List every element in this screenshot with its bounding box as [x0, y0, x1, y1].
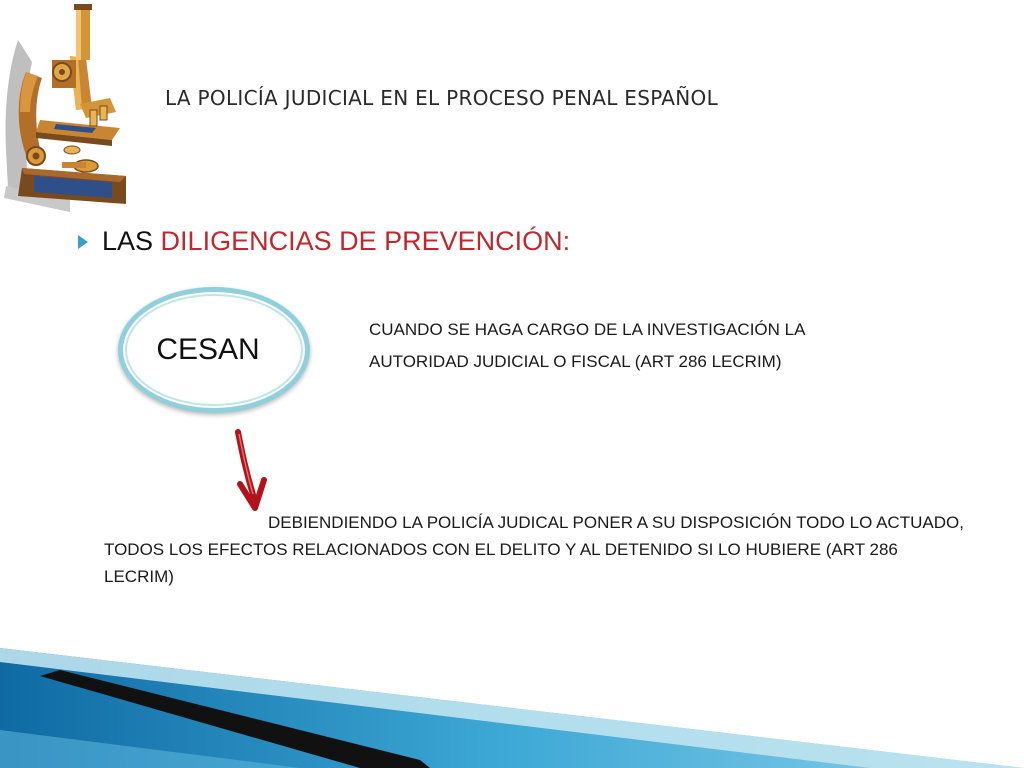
decorative-band [0, 640, 1024, 768]
slide-title: LA POLICÍA JUDICIAL EN EL PROCESO PENAL ESPAÑOL [165, 86, 719, 110]
debiendo-text: DEBIENDIENDO LA POLICÍA JUDICAL PONER A SU DISPOSICIÓN TODO LO ACTUADO, TODOS LOS EFECTOS RELACIONADOS CON EL DELITO Y AL DETENIDO SI LO HUBIERE (ART 286 LECRIM) [104, 513, 964, 586]
bullet-prefix: LAS [102, 226, 161, 256]
bullet-highlight: DILIGENCIAS DE PREVENCIÓN: [160, 226, 571, 256]
bullet-text [102, 226, 570, 257]
cuando-text: CUANDO SE HAGA CARGO DE LA INVESTIGACIÓN LA AUTORIDAD JUDICIAL O FISCAL (ART 286 LECRIM) [369, 320, 805, 371]
bullet-heading [76, 226, 570, 257]
triangle-bullet-icon [76, 233, 90, 251]
microscope-icon [0, 0, 140, 215]
down-arrow-icon [228, 428, 272, 516]
cesan-oval [118, 287, 310, 413]
cesan-label: CESAN [156, 333, 260, 366]
